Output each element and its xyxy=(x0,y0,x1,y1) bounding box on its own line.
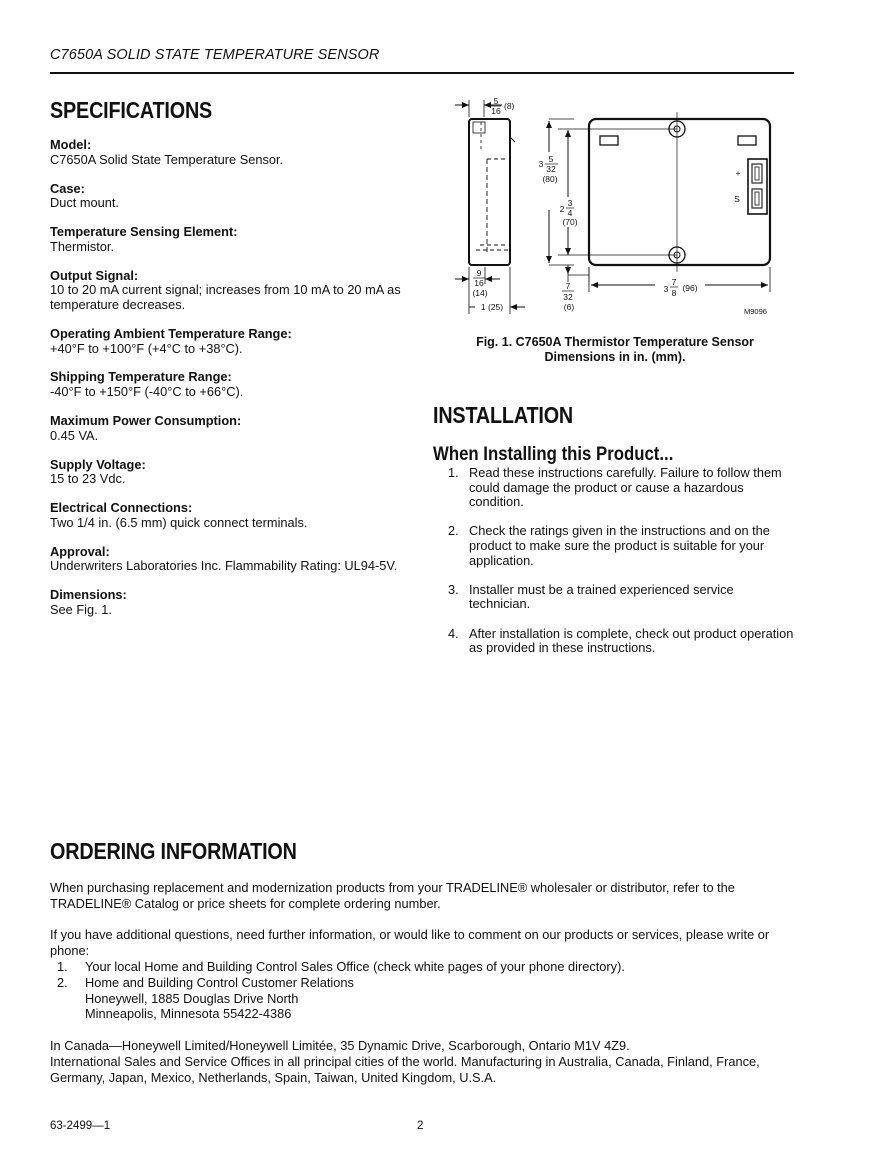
step-text: Installer must be a trained experienced service technician. xyxy=(469,581,734,612)
canada-contact: In Canada—Honeywell Limited/Honeywell Limitée, 35 Dynamic Drive, Scarborough, Ontario M1V 4Z9. xyxy=(50,1037,630,1053)
installation-heading: INSTALLATION xyxy=(433,402,574,428)
figure-caption-line1: Fig. 1. C7650A Thermistor Temperature Sensor xyxy=(476,335,754,349)
spec-value: See Fig. 1. xyxy=(50,601,112,617)
spec-item xyxy=(50,138,420,167)
ordering-contact-list xyxy=(50,959,810,991)
spec-label: Dimensions: xyxy=(50,587,127,603)
dim-side-mm: (14) xyxy=(472,288,488,298)
terminal-s-label: S xyxy=(734,194,740,204)
dim-top-mm: (8) xyxy=(504,101,515,111)
dim-offset-den: 32 xyxy=(563,292,573,302)
figure-caption xyxy=(440,335,790,364)
spec-value: 10 to 20 mA current signal; increases from 10 mA to 20 mA as temperature decreases. xyxy=(50,282,401,312)
ordering-item-number: 1. xyxy=(57,958,68,974)
dim-side-num: 9 xyxy=(476,268,482,278)
installation-step xyxy=(448,583,798,612)
spec-label: Maximum Power Consumption: xyxy=(50,413,242,429)
spec-label: Operating Ambient Temperature Range: xyxy=(50,325,292,341)
step-text: Check the ratings given in the instructions and on the product to make sure the product is suitable for your application. xyxy=(469,523,770,568)
spec-item xyxy=(50,182,420,211)
installation-subheading: When Installing this Product... xyxy=(433,443,674,465)
spec-item xyxy=(50,501,420,530)
spec-label: Approval: xyxy=(50,543,110,559)
address-line-2: Minneapolis, Minnesota 55422-4386 xyxy=(85,1006,292,1022)
terminal-plus-label: + xyxy=(735,168,741,178)
spec-value: +40°F to +100°F (+4°C to +38°C). xyxy=(50,340,243,356)
ordering-list-item xyxy=(50,975,810,991)
spec-item xyxy=(50,269,420,313)
spec-value: Thermistor. xyxy=(50,238,114,254)
ordering-list-item xyxy=(50,959,810,975)
step-text: Read these instructions carefully. Failure to follow them could damage the product or cause a hazardous condition. xyxy=(469,465,782,510)
spec-item xyxy=(50,225,420,254)
spec-label: Electrical Connections: xyxy=(50,500,193,516)
spec-value: C7650A Solid State Temperature Sensor. xyxy=(50,151,284,167)
ordering-heading: ORDERING INFORMATION xyxy=(50,838,297,864)
dim-width-den: 8 xyxy=(671,288,677,298)
document-number: 63-2499—1 xyxy=(50,1120,111,1132)
ordering-paragraph-2: If you have additional questions, need further information, or would like to comment on our products or services, please write or phone: xyxy=(50,927,770,959)
step-number: 2. xyxy=(448,523,459,539)
dim-top-num: 5 xyxy=(493,96,499,106)
running-title: C7650A SOLID STATE TEMPERATURE SENSOR xyxy=(50,47,380,63)
ordering-body xyxy=(50,880,810,1085)
drawing-id: M9096 xyxy=(744,307,767,316)
installation-step xyxy=(448,524,798,568)
step-text: After installation is complete, check out product operation as provided in these instructions. xyxy=(469,625,794,656)
spec-value: Duct mount. xyxy=(50,195,119,211)
dim-inner-num: 3 xyxy=(567,198,573,208)
dim-depth: 1 (25) xyxy=(480,302,504,312)
header-rule xyxy=(50,72,794,74)
figure-caption-line2: Dimensions in in. (mm). xyxy=(544,349,686,364)
specifications-list xyxy=(50,138,420,632)
front-view-body xyxy=(589,119,770,265)
dim-offset-num: 7 xyxy=(565,281,571,291)
installation-steps xyxy=(448,466,798,670)
installation-step xyxy=(448,627,798,656)
installation-step xyxy=(448,466,798,510)
page-number: 2 xyxy=(417,1120,424,1132)
spec-label: Model: xyxy=(50,137,92,152)
dim-width-num: 7 xyxy=(671,277,677,287)
spec-label: Case: xyxy=(50,180,85,196)
side-view-body xyxy=(469,119,510,265)
ordering-paragraph-1: When purchasing replacement and modernization products from your TRADELINE® wholesaler or distributor, refer to the TRADELINE® Catalog or price sheets for complete ordering number. xyxy=(50,880,735,911)
spec-label: Shipping Temperature Range: xyxy=(50,369,232,385)
international-offices: International Sales and Service Offices in all principal cities of the world. Manufacturing in Australia, Canada, Finland, France, Germany, Japan, Mexico, Netherlands, Spain, Taiwan, United Kingdom, U.S.A. xyxy=(50,1053,760,1085)
dim-inner-den: 4 xyxy=(567,208,573,218)
dim-width-mm: (96) xyxy=(682,283,698,293)
dimension-figure xyxy=(440,92,790,322)
step-number: 1. xyxy=(448,465,459,480)
dim-top-den: 16 xyxy=(491,106,501,116)
dim-inner-whole: 2 xyxy=(559,204,565,214)
spec-value: -40°F to +150°F (-40°C to +66°C). xyxy=(50,384,244,400)
spec-value: Underwriters Laboratories Inc. Flammability Rating: UL94-5V. xyxy=(50,558,398,574)
address-line-1: Honeywell, 1885 Douglas Drive North xyxy=(85,990,299,1006)
step-number: 4. xyxy=(448,625,459,641)
spec-value: Two 1/4 in. (6.5 mm) quick connect terminals. xyxy=(50,514,308,530)
step-number: 3. xyxy=(448,581,459,597)
dim-height-num: 5 xyxy=(548,154,554,164)
dim-offset-mm: (6) xyxy=(563,302,575,312)
spec-item xyxy=(50,545,420,574)
spec-label: Output Signal: xyxy=(50,267,139,283)
dim-height-whole: 3 xyxy=(538,159,544,169)
ordering-item-text: Home and Building Control Customer Relations xyxy=(85,974,354,990)
dim-inner-mm: (70) xyxy=(562,217,578,227)
spec-item xyxy=(50,370,420,399)
ordering-item-text: Your local Home and Building Control Sales Office (check white pages of your phone directory). xyxy=(85,958,625,974)
spec-item xyxy=(50,327,420,356)
spec-label: Temperature Sensing Element: xyxy=(50,224,238,240)
specifications-heading: SPECIFICATIONS xyxy=(50,97,213,123)
dim-height-den: 32 xyxy=(546,164,556,174)
spec-item xyxy=(50,588,420,617)
spec-item xyxy=(50,414,420,443)
spec-value: 15 to 23 Vdc. xyxy=(50,471,126,487)
dim-side-den: 16 xyxy=(474,278,484,288)
dim-height-mm: (80) xyxy=(542,174,558,184)
spec-label: Supply Voltage: xyxy=(50,456,146,472)
spec-item xyxy=(50,458,420,487)
spec-value: 0.45 VA. xyxy=(50,427,99,443)
ordering-item-number: 2. xyxy=(57,974,68,990)
dim-width-whole: 3 xyxy=(663,284,669,294)
